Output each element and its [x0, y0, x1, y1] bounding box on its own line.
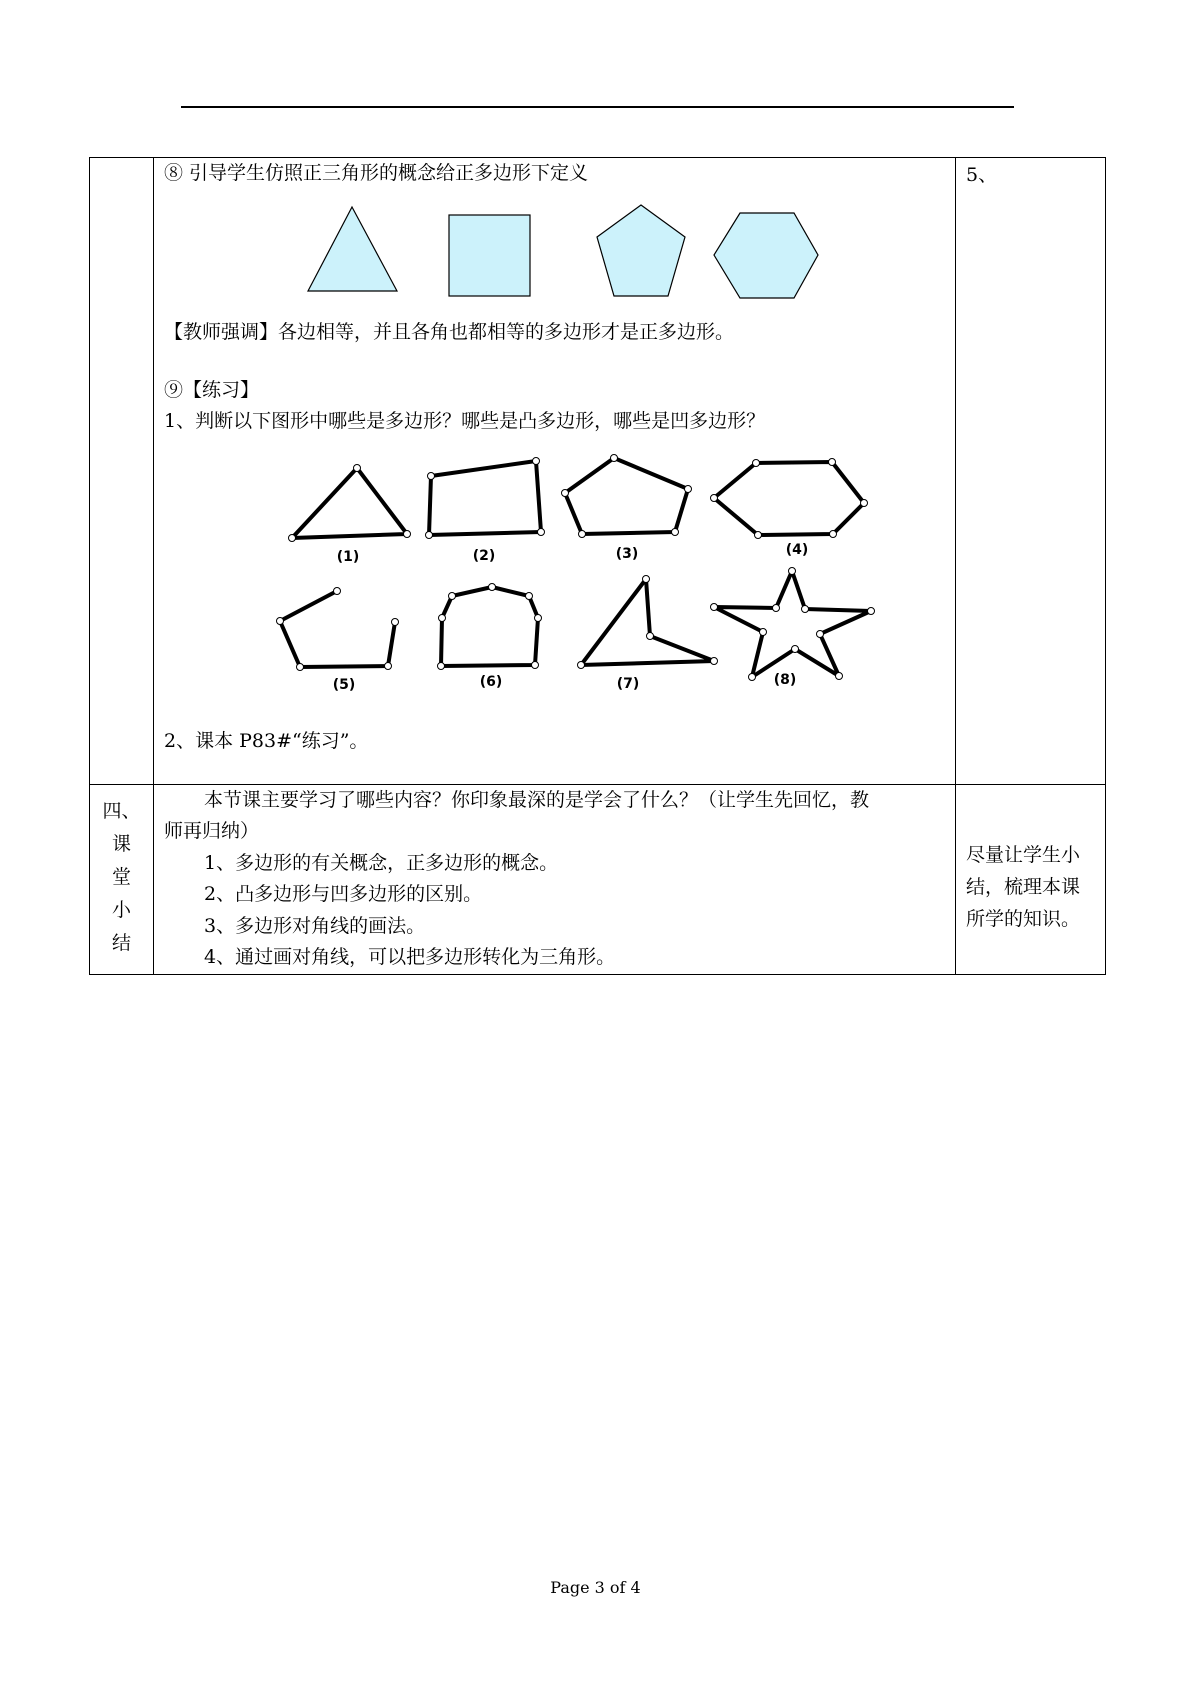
figure-5-open-shape	[280, 591, 395, 667]
figure-2-quadrilateral	[429, 461, 541, 535]
summary-side-note	[966, 839, 1098, 935]
figure-label-3: (3)	[615, 546, 639, 562]
regular-hexagon	[714, 213, 818, 298]
summary-item-2: 2、凸多边形与凹多边形的区别。	[204, 883, 483, 905]
figure-4-hexagon	[714, 462, 864, 535]
regular-polygons	[308, 205, 818, 298]
note-cell-practice	[956, 158, 1106, 785]
side-note-line: 所学的知识。	[966, 908, 1081, 930]
side-note-line: 尽量让学生小	[966, 844, 1081, 866]
stage-label-char: 结	[111, 932, 131, 954]
teacher-emphasis-text: 【教师强调】各边相等，并且各角也都相等的多边形才是正多边形。	[164, 321, 735, 343]
figure-label-4: (4)	[785, 542, 809, 558]
step8-text: ⑧ 引导学生仿照正三角形的概念给正多边形下定义	[164, 162, 589, 184]
figure-6-arch	[441, 587, 538, 666]
side-note-line: 结，梳理本课	[966, 876, 1081, 898]
figure-label-7: (7)	[616, 676, 640, 692]
figure-3-pentagon	[565, 458, 688, 534]
stage-label	[90, 795, 153, 960]
summary-item-4: 4、通过画对角线，可以把多边形转化为三角形。	[204, 946, 616, 968]
regular-square	[449, 215, 530, 296]
header-rule	[181, 106, 1014, 108]
content-cell-practice	[154, 158, 956, 785]
exercise-figures	[280, 458, 871, 677]
content-cell-summary	[154, 785, 956, 975]
exercise2-text: 2、课本 P83#“练习”。	[164, 730, 369, 752]
figure-label-8: (8)	[773, 672, 797, 688]
stage-label-char: 堂	[111, 866, 131, 888]
summary-item-3: 3、多边形对角线的画法。	[204, 915, 426, 937]
summary-intro-line2: 师再归纳）	[164, 820, 260, 842]
summary-intro-line1: 本节课主要学习了哪些内容？你印象最深的是学会了什么？（让学生先回忆，教	[204, 789, 870, 811]
lesson-plan-table	[89, 157, 1106, 975]
note-cell-summary	[956, 785, 1106, 975]
page-footer: Page 3 of 4	[550, 1578, 641, 1597]
step9-heading: ⑨【练习】	[164, 379, 260, 401]
regular-pentagon	[597, 205, 685, 296]
stage-cell-empty	[90, 158, 154, 785]
figure-label-2: (2)	[472, 548, 496, 564]
stage-label-char: 四、	[102, 800, 141, 822]
regular-triangle	[308, 207, 397, 291]
figure-label-5: (5)	[332, 677, 356, 693]
exercise1-text: 1、判断以下图形中哪些是多边形？哪些是凸多边形，哪些是凹多边形？	[164, 410, 766, 432]
stage-label-char: 课	[111, 833, 131, 855]
figure-vertices	[277, 455, 875, 681]
figure-label-6: (6)	[479, 674, 503, 690]
side-note-number: 5、	[966, 164, 998, 186]
summary-item-1: 1、多边形的有关概念，正多边形的概念。	[204, 852, 559, 874]
stage-label-char: 小	[111, 899, 131, 921]
figure-1-triangle	[292, 468, 407, 538]
figure-label-1: (1)	[336, 549, 360, 565]
figure-8-star	[714, 571, 871, 677]
polygon-figures	[154, 158, 958, 784]
table-row	[90, 158, 1106, 785]
table-row	[90, 785, 1106, 975]
figure-7-concave	[581, 579, 714, 665]
stage-cell-summary	[90, 785, 154, 975]
